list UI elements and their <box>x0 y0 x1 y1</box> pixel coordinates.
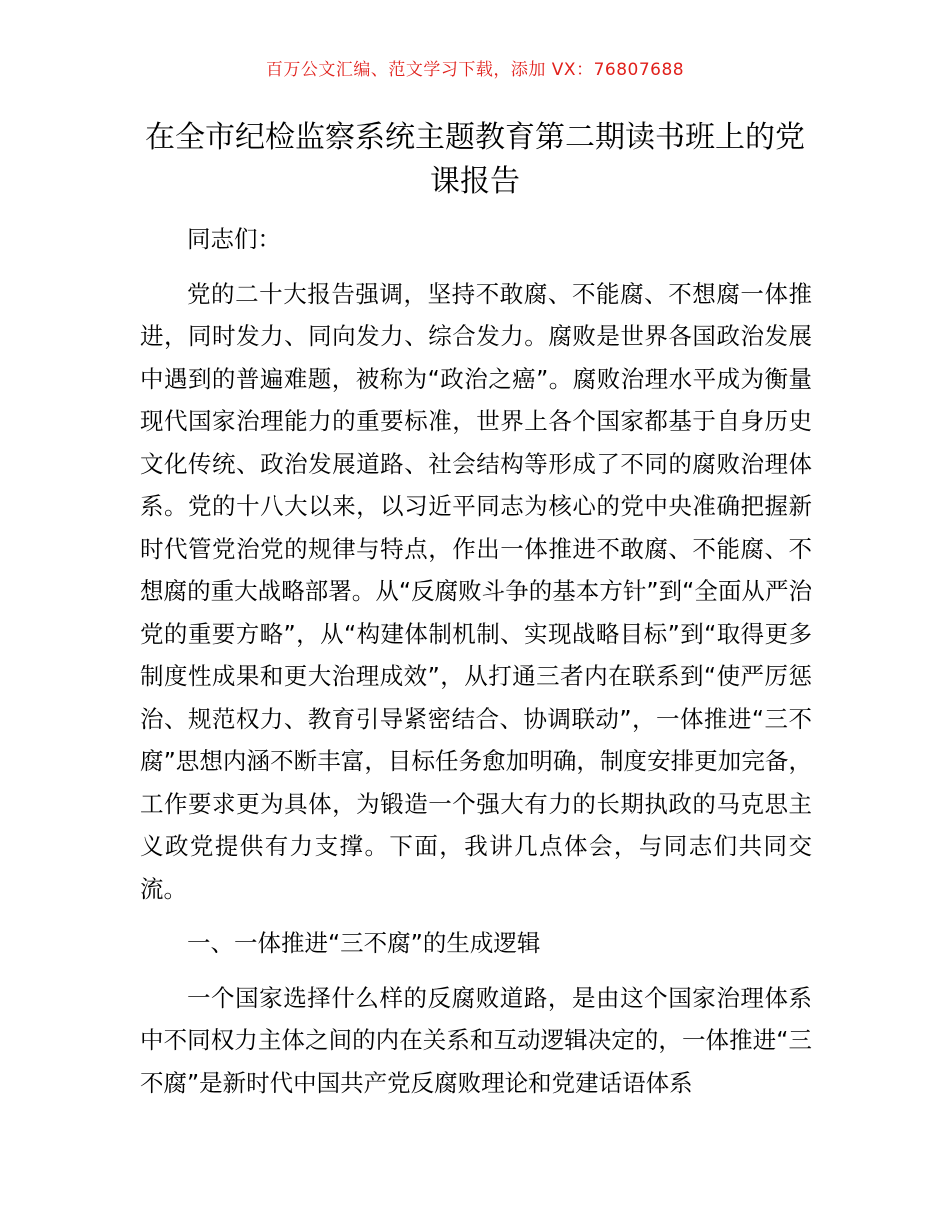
salutation: 同志们： <box>187 225 281 253</box>
document-title: 在全市纪检监察系统主题教育第二期读书班上的党课报告 <box>145 120 805 199</box>
paragraph-section-1: 一个国家选择什么样的反腐败道路，是由这个国家治理体系中不同权力主体之间的内在关系和互动逻辑决定的，一体推进“三不腐”是新时代中国共产党反腐败理论和党建话语体系 <box>140 983 812 1097</box>
header-watermark: 百万公文汇编、范文学习下载，添加 VX：76807688 <box>265 60 685 80</box>
document-body <box>140 218 812 1104</box>
section-heading-1: 一、一体推进“三不腐”的生成逻辑 <box>187 929 541 957</box>
paragraph-intro: 党的二十大报告强调，坚持不敢腐、不能腐、不想腐一体推进，同时发力、同向发力、综合发力。腐败是世界各国政治发展中遇到的普遍难题，被称为“政治之癌”。腐败治理水平成为衡量现代国家治理能力的重要标准，世界上各个国家都基于自身历史文化传统、政治发展道路、社会结构等形成了不同的腐败治理体系。党的十八大以来，以习近平同志为核心的党中央准确把握新时代管党治党的规律与特点，作出一体推进不敢腐、不能腐、不想腐的重大战略部署。从“反腐败斗争的基本方针”到“全面从严治党的重要方略”，从“构建体制机制、实现战略目标”到“取得更多制度性成果和更大治理成效”，从打通三者内在联系到“使严厉惩治、规范权力、教育引导紧密结合、协调联动”，一体推进“三不腐”思想内涵不断丰富，目标任务愈加明确，制度安排更加完备，工作要求更为具体，为锻造一个强大有力的长期执政的马克思主义政党提供有力支撑。下面，我讲几点体会，与同志们共同交流。 <box>140 279 812 903</box>
